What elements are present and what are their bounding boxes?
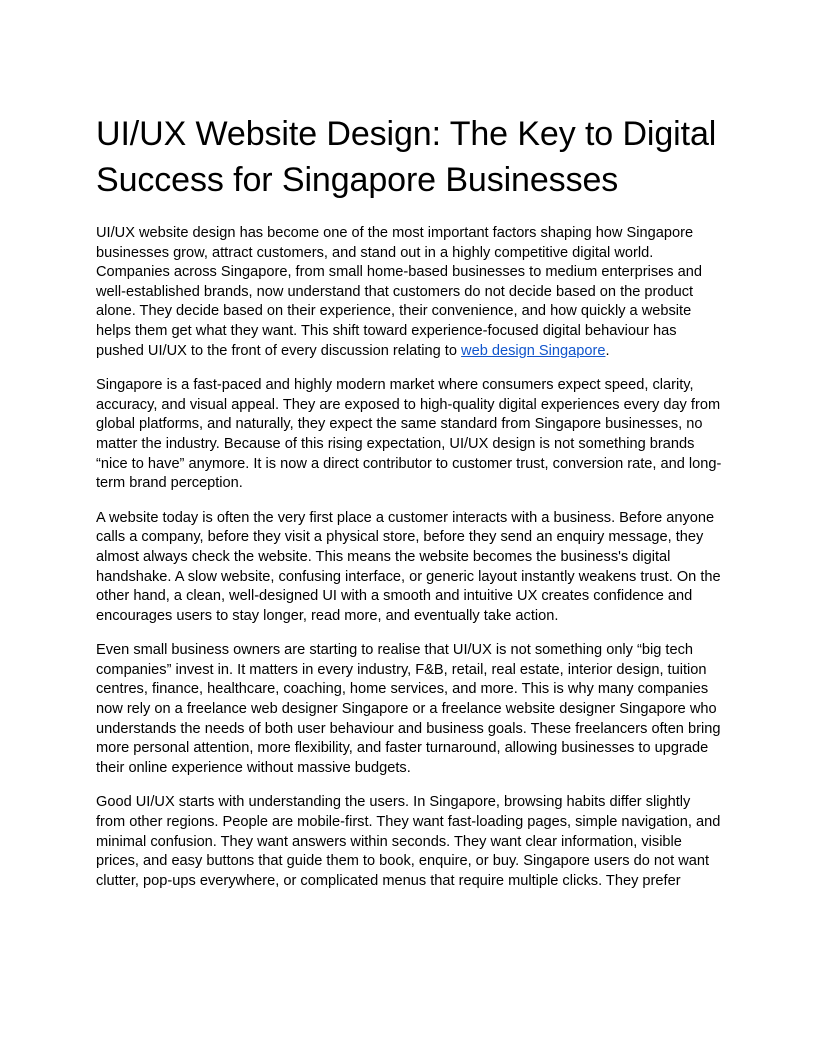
- document-title: UI/UX Website Design: The Key to Digital Success for Singapore Businesses: [96, 115, 717, 199]
- paragraph-first-impression: A website today is often the very first place a customer interacts with a business. Before anyone calls a company, before they visit a physical store, before they send an enquiry message, they almost always check the website. This means the website becomes the business's digital handshake. A slow website, confusing interface, or generic layout instantly weakens trust. On the other hand, a clean, well-designed UI with a smooth and intuitive UX creates confidence and encourages users to stay longer, read more, and eventually take action.: [96, 509, 721, 624]
- paragraph-users: Good UI/UX starts with understanding the users. In Singapore, browsing habits differ slightly from other regions. People are mobile-first. They want fast-loading pages, simple navigation, and minimal confusion. They want answers within seconds. They want clear information, visible prices, and easy buttons that guide them to book, enquire, or buy. Singapore users do not want clutter, pop-ups everywhere, or complicated menus that require multiple clicks. They prefer: [96, 794, 721, 889]
- paragraph-small-business: Even small business owners are starting to realise that UI/UX is not something only “big tech companies” invest in. It matters in every industry, F&B, retail, real estate, interior design, tuition centres, finance, healthcare, coaching, home services, and more. This is why many companies now rely on a freelance web designer Singapore or a freelance website designer Singapore who understands the needs of both user behaviour and business goals. These freelancers often bring more personal attention, more flexibility, and faster turnaround, allowing businesses to upgrade their online experience without massive budgets.: [96, 642, 721, 776]
- web-design-singapore-link[interactable]: web design Singapore: [461, 342, 606, 359]
- paragraph-market: Singapore is a fast-paced and highly modern market where consumers expect speed, clarity, accuracy, and visual appeal. They are exposed to high-quality digital experiences every day from global platforms, and naturally, they expect the same standard from Singapore businesses, no matter the industry. Because of this rising expectation, UI/UX design is not something brands “nice to have” anymore. It is now a direct contributor to customer trust, conversion rate, and long-term brand perception.: [96, 377, 722, 492]
- paragraph-intro-text: UI/UX website design has become one of the most important factors shaping how Singapore businesses grow, attract customers, and stand out in a highly competitive digital world. Companies across Singapore, from small home-based businesses to medium enterprises and well-established brands, now understand that customers do not decide based on the product alone. They decide based on their experience, their convenience, and how quickly a website helps them get what they want. This shift toward experience-focused digital behaviour has pushed UI/UX to the front of every discussion relating to: [96, 225, 702, 359]
- paragraph-intro: [96, 224, 722, 361]
- document-page: [96, 111, 722, 906]
- paragraph-intro-end: .: [605, 342, 610, 359]
